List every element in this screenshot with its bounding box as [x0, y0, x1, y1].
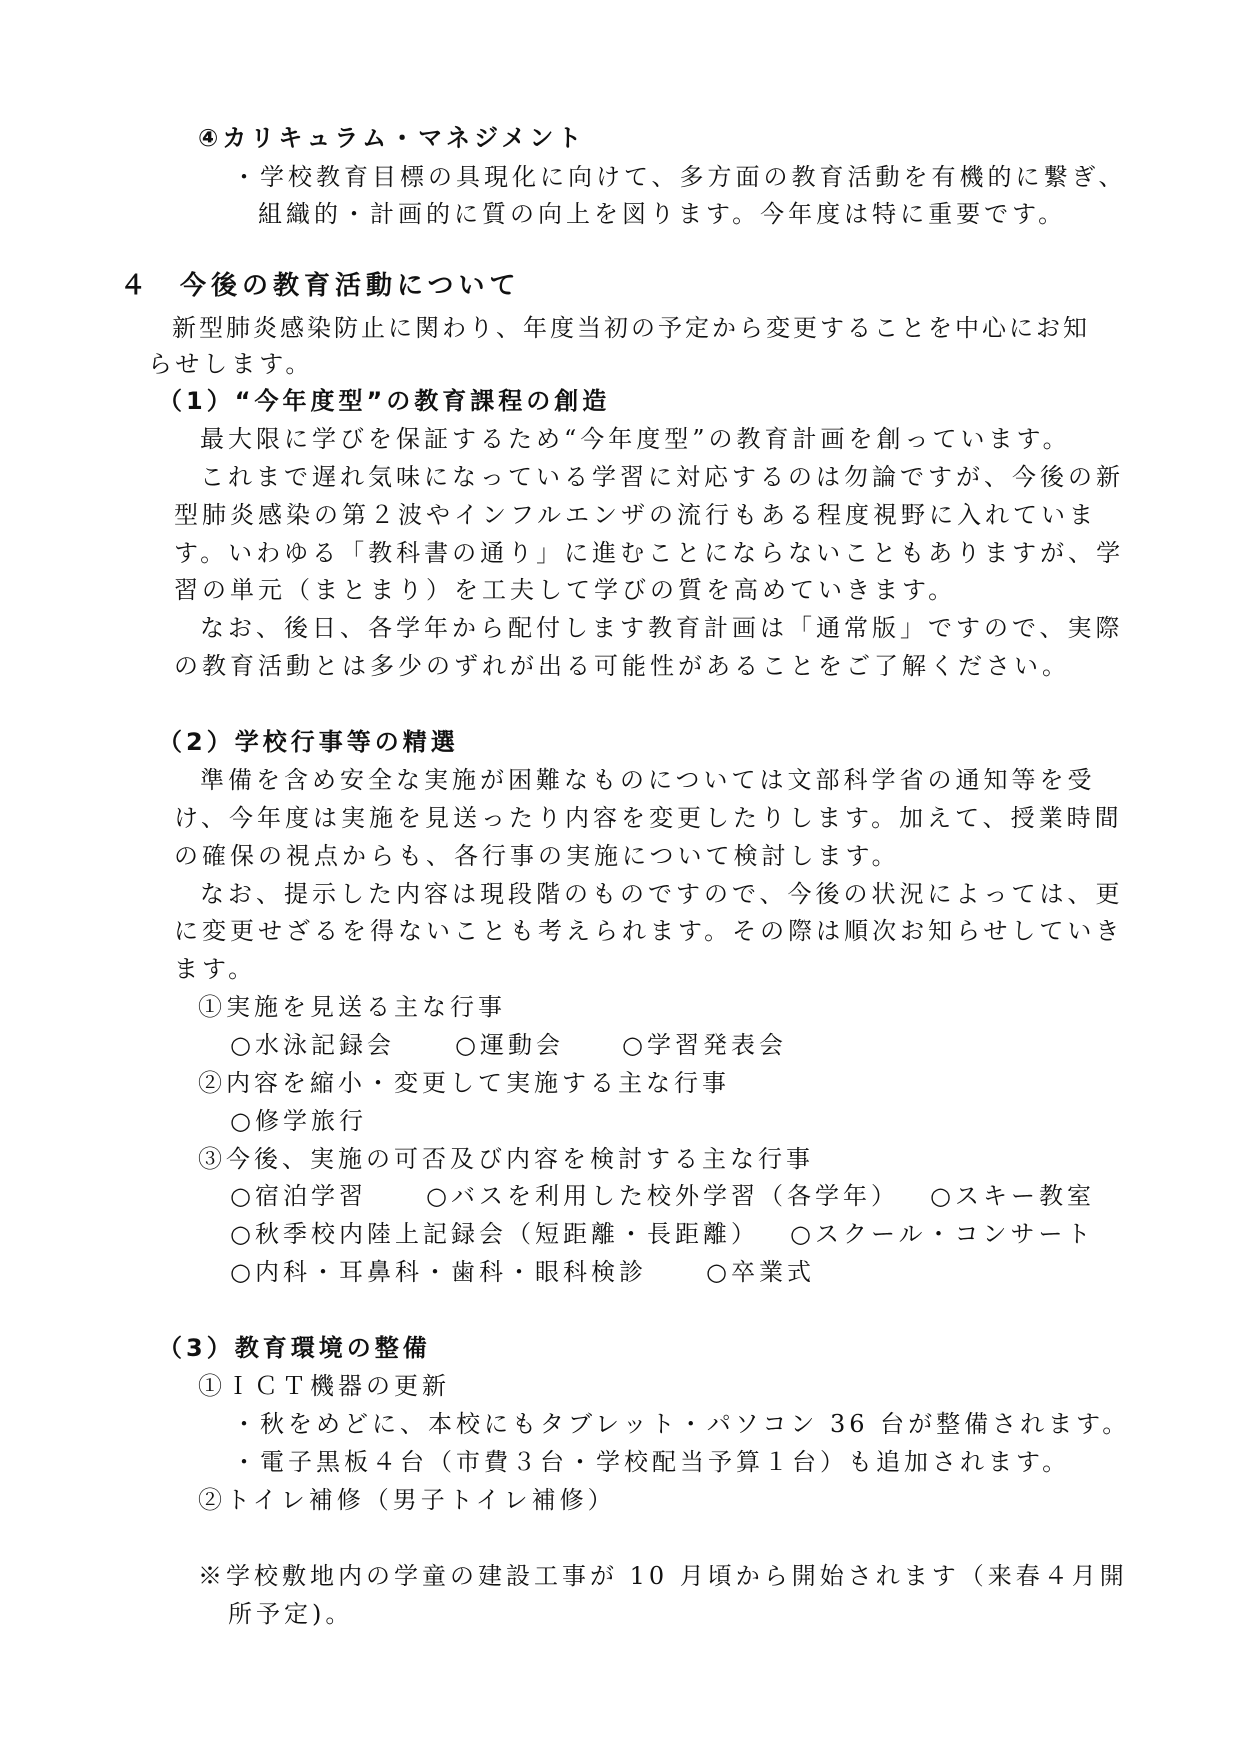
subsection-2-line-4: なお、提示した内容は現段階のものですので、今後の状況によっては、更 [200, 880, 1124, 908]
subsection-1-line-4: す。いわゆる「教科書の通り」に進むことにならないこともありますが、学 [174, 539, 1125, 567]
construction-note-line-1: ※学校敷地内の学童の建設工事が 10 月頃から開始されます（来春４月開 [198, 1562, 1128, 1590]
events-postponed-label: ①実施を見送る主な行事 [198, 993, 506, 1021]
event-item: ○卒業式 [706, 1258, 815, 1286]
event-item: ○スクール・コンサート [790, 1220, 1095, 1248]
section-4-intro-line-1: 新型肺炎感染防止に関わり、年度当初の予定から変更することを中心にお知 [172, 314, 1090, 342]
section-4-title: 今後の教育活動について [180, 271, 521, 301]
events-reduced-label: ②内容を縮小・変更して実施する主な行事 [198, 1069, 730, 1097]
subsection-1-line-2: これまで遅れ気味になっている学習に対応するのは勿論ですが、今後の新 [200, 463, 1124, 491]
event-item: ○内科・耳鼻科・歯科・眼科検診 [230, 1258, 647, 1286]
event-item: ○水泳記録会 [230, 1031, 395, 1059]
event-item: ○修学旅行 [230, 1107, 367, 1135]
subsection-1-line-5: 習の単元（まとまり）を工夫して学びの質を高めていきます。 [174, 576, 957, 604]
curriculum-line-2: 組織的・計画的に質の向上を図ります。今年度は特に重要です。 [258, 200, 1067, 228]
subsection-1-line-1: 最大限に学びを保証するため“今年度型”の教育計画を創っています。 [200, 425, 1071, 453]
toilet-repair-label: ②トイレ補修（男子トイレ補修） [198, 1486, 616, 1514]
construction-note-line-2: 所予定)。 [228, 1600, 354, 1628]
event-item: ○宿泊学習 [230, 1182, 367, 1210]
subsection-2-line-6: ます。 [174, 955, 257, 983]
subsection-1-line-3: 型肺炎感染の第２波やインフルエンザの流行もある程度視野に入れていま [174, 501, 1098, 529]
subsection-1-heading: （1）“今年度型”の教育課程の創造 [158, 387, 611, 415]
subsection-2-line-3: の確保の視点からも、各行事の実施について検討します。 [174, 842, 900, 870]
events-under-review-label: ③今後、実施の可否及び内容を検討する主な行事 [198, 1145, 814, 1173]
event-item: ○秋季校内陸上記録会（短距離・長距離） [230, 1220, 759, 1248]
section-4-number: ４ [120, 271, 152, 301]
section-4-intro-line-2: らせします。 [148, 350, 314, 378]
subsection-2-line-1: 準備を含め安全な実施が困難なものについては文部科学省の通知等を受 [200, 766, 1096, 794]
ict-equipment-label: ①ＩＣＴ機器の更新 [198, 1372, 450, 1400]
event-item: ○運動会 [455, 1031, 564, 1059]
subsection-1-line-7: の教育活動とは多少のずれが出る可能性があることをご了解ください。 [174, 652, 1070, 680]
subsection-1-line-6: なお、後日、各学年から配付します教育計画は「通常版」ですので、実際 [200, 614, 1124, 642]
subsection-3-heading: （3）教育環境の整備 [158, 1334, 431, 1362]
event-item: ○スキー教室 [930, 1182, 1095, 1210]
subsection-2-line-5: に変更せざるを得ないことも考えられます。その際は順次お知らせしていき [174, 917, 1124, 945]
curriculum-management-heading: ④カリキュラム・マネジメント [198, 124, 586, 152]
ict-line-1: ・秋をめどに、本校にもタブレット・パソコン 36 台が整備されます。 [232, 1410, 1131, 1438]
event-item: ○学習発表会 [622, 1031, 787, 1059]
subsection-2-heading: （2）学校行事等の精選 [158, 728, 459, 756]
subsection-2-line-2: け、今年度は実施を見送ったり内容を変更したりします。加えて、授業時間 [174, 804, 1123, 832]
curriculum-line-1: ・学校教育目標の具現化に向けて、多方面の教育活動を有機的に繋ぎ、 [232, 163, 1127, 191]
event-item: ○バスを利用した校外学習（各学年） [426, 1182, 899, 1210]
ict-line-2: ・電子黒板４台（市費３台・学校配当予算１台）も追加されます。 [232, 1448, 1071, 1476]
